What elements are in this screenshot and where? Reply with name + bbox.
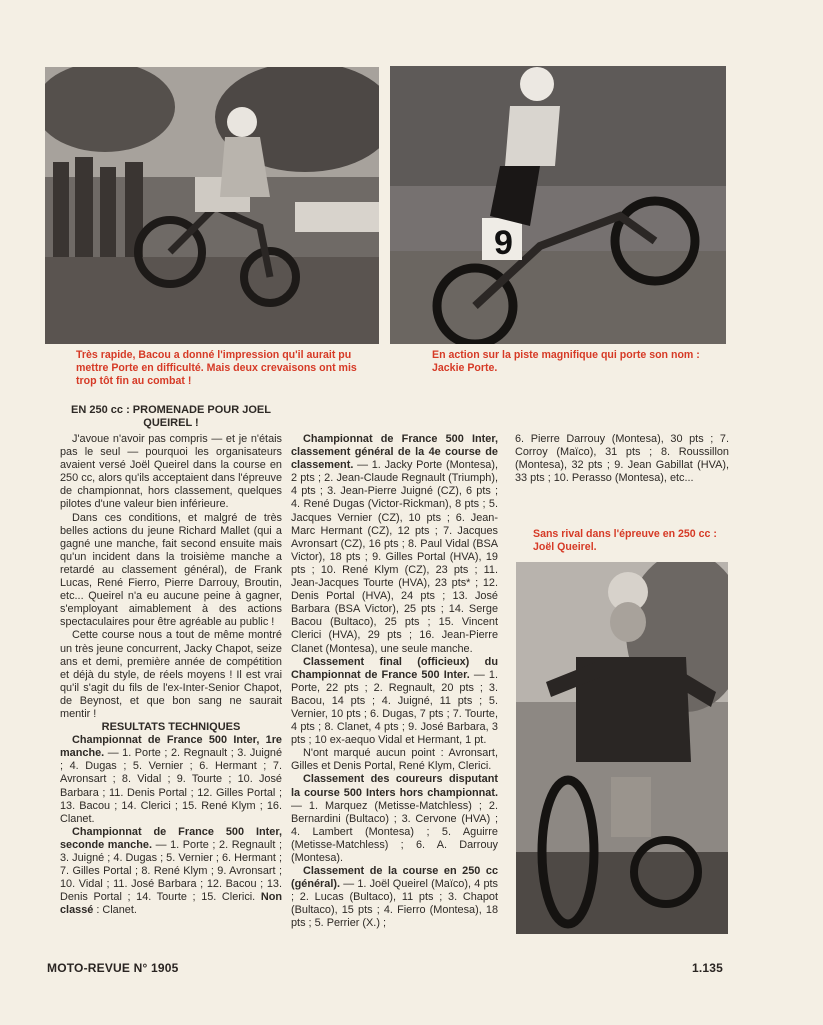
bike-number: 9 [494,224,513,262]
result-body: — 1. Marquez (Metisse-Matchless) ; 2. Bernardini (Bultaco) ; 3. Cervone (HVA) ; 4. Lambert (Montesa) ; 5. Aguirre (Metisse-Matchless) ; 6. A. Darrouy (Montesa). [291,799,498,864]
caption-photo-bacou: Très rapide, Bacou a donné l'impression qu'il aurait pu mettre Porte en difficulté. Mais deux crevaisons ont mis trop tôt fin au combat ! [76,349,357,387]
article-column-3 [515,433,729,485]
result-500-hors-championnat [291,773,498,865]
article-paragraph-3: Cette course nous a tout de même montré un très jeune concurrent, Jacky Chapot, seize ans et demi, première année de compétition et déjà du style, de réels moyens ! Il est vrai qu'il s'agit du fils de l'ex-Inter-Senior Chapot, de Beynost, et que bon sang ne saurait mentir ! [60,629,282,720]
result-250-continued: 6. Pierre Darrouy (Montesa), 30 pts ; 7. Corroy (Maïco), 31 pts ; 8. Roussillon (Montesa), 32 pts ; 9. Jean Gabillat (HVA), 33 pts ; 10. Perasso (Montesa), etc... [515,433,729,485]
motocross-rider-illustration [516,562,728,934]
result-500-final [291,656,498,748]
article-heading: EN 250 cc : PROMENADE POUR JOEL QUEIREL ! [71,404,271,429]
result-body: — 1. Porte ; 2. Regnault ; 3. Juigné ; 4. Dugas ; 5. Vernier ; 6. Hermant ; 7. Avronsart ; 8. Vidal ; 9. Tourte ; 10. José Barbara ; 11. Denis Portal ; 12. Gilles Portal ; 13. Bacou ; 14. Clerici ; 15. René Klym ; 16. Clanet. [60,747,282,825]
caption-photo-queirel: Sans rival dans l'épreuve en 250 cc : Joël Queirel. [533,528,717,553]
result-body: — 1. Joël Queirel (Maïco), 4 pts ; 2. Lucas (Bultaco), 11 pts ; 3. Chapot (Bultaco), 15 pts ; 4. Fierro (Montesa), 18 pts ; 5. Perrier (X.) ; [291,878,498,930]
non-classe-body: : Clanet. [93,904,137,917]
motocross-rider-illustration [390,66,726,344]
motocross-rider-illustration [45,67,379,344]
result-title: Championnat de France 500 Inter, seconde manche. [60,825,282,851]
photo-joel-queirel [516,562,728,934]
results-heading: RESULTATS TECHNIQUES [101,721,241,734]
result-title: Classement des coureurs disputant la course 500 Inters hors championnat. [291,773,498,799]
article-column-1 [60,404,282,917]
result-500-manche-1 [60,734,282,826]
non-classe-label: Non classé [60,891,282,917]
result-title: Championnat de France 500 Inter, 1re manche. [60,734,282,760]
photo-bacou-wheelie [45,67,379,344]
page-number: 1.135 [692,961,724,975]
result-no-points: N'ont marqué aucun point : Avronsart, Gilles et Denis Portal, René Klym, Clerici. [291,747,498,773]
result-title: Classement de la course en 250 cc (général). [291,865,498,891]
result-body: — 1. Porte, 22 pts ; 2. Regnault, 20 pts ; 3. Bacou, 14 pts ; 4. Juigné, 11 pts ; 5. Vernier, 10 pts ; 6. Dugas, 7 pts ; 7. Tourte, 4 pts ; 8. Clanet, 4 pts ; 9. José Barbara, 3 pts ; 10 ex-aequo Vidal et Hermant, 1 pt. [291,668,498,747]
result-500-general [291,433,498,656]
magazine-issue-footer: MOTO-REVUE N° 1905 [47,961,179,975]
result-title: Classement final (officieux) du Championnat de France 500 Inter. [291,655,498,681]
article-column-2 [291,433,498,931]
article-paragraph-1: J'avoue n'avoir pas compris — et je n'étais pas le seul — pourquoi les organisateurs avaient versé Joël Queirel dans la course en 250 cc, alors qu'ils acceptaient dans l'épreuve de championnat, hors classement, quelques pilotes d'une valeur bien inférieure. [60,433,282,511]
article-paragraph-2: Dans ces conditions, et malgré de très belles actions du jeune Richard Mallet (qui a gagné une manche, fait second ensuite mais qu'un incident dans la troisième manche a retardé au classement général), de Frank Lucas, René Fierro, Pierre Darrouy, Broutin, etc... Queirel n'a eu aucune peine à gagner, s'employant aimablement à des actions spectaculaires pour être agréable au public ! [60,511,282,629]
result-body: — 1. Jacky Porte (Montesa), 2 pts ; 2. Jean-Claude Regnault (Triumph), 4 pts ; 3. Jean-Pierre Juigné (CZ), 6 pts ; 4. René Dugas (Victor-Rickman), 8 pts ; 5. Jacques Vernier (CZ), 10 pts ; 6. Jean-Marc Hermant (CZ), 12 pts ; 7. Jacques Avronsart (CZ), 16 pts ; 8. Paul Vidal (BSA Victor), 18 pts ; 9. Gilles Portal (HVA), 19 pts ; 10. René Klym (CZ), 23 pts ; 11. Jean-Jacques Tourte (HVA), 23 pts* ; 12. Denis Portal (HVA), 24 pts ; 13. José Barbara (BSA Victor), 25 pts ; 14. Serge Bacou (Bultaco), 25 pts ; 15. Vincent Clerici (HVA), 29 pts ; 16. Jean-Pierre Clanet (Montesa), une seule manche. [291,459,498,655]
result-title: Championnat de France 500 Inter, classement général de la 4e course de classement. [291,433,498,472]
result-body: — 1. Porte ; 2. Regnault ; 3. Juigné ; 4. Dugas ; 5. Vernier ; 6. Hermant ; 7. Gilles Portal ; 8. René Klym ; 9. Avronsart ; 10. Vidal ; 11. José Barbara ; 12. Bacou ; 13. Denis Portal ; 14. Tourte ; 15. Clerici. [60,838,282,904]
result-250-general [291,865,498,930]
result-500-manche-2 [60,826,282,918]
caption-photo-porte: En action sur la piste magnifique qui porte son nom : Jackie Porte. [432,349,700,374]
photo-jackie-porte [390,66,726,344]
